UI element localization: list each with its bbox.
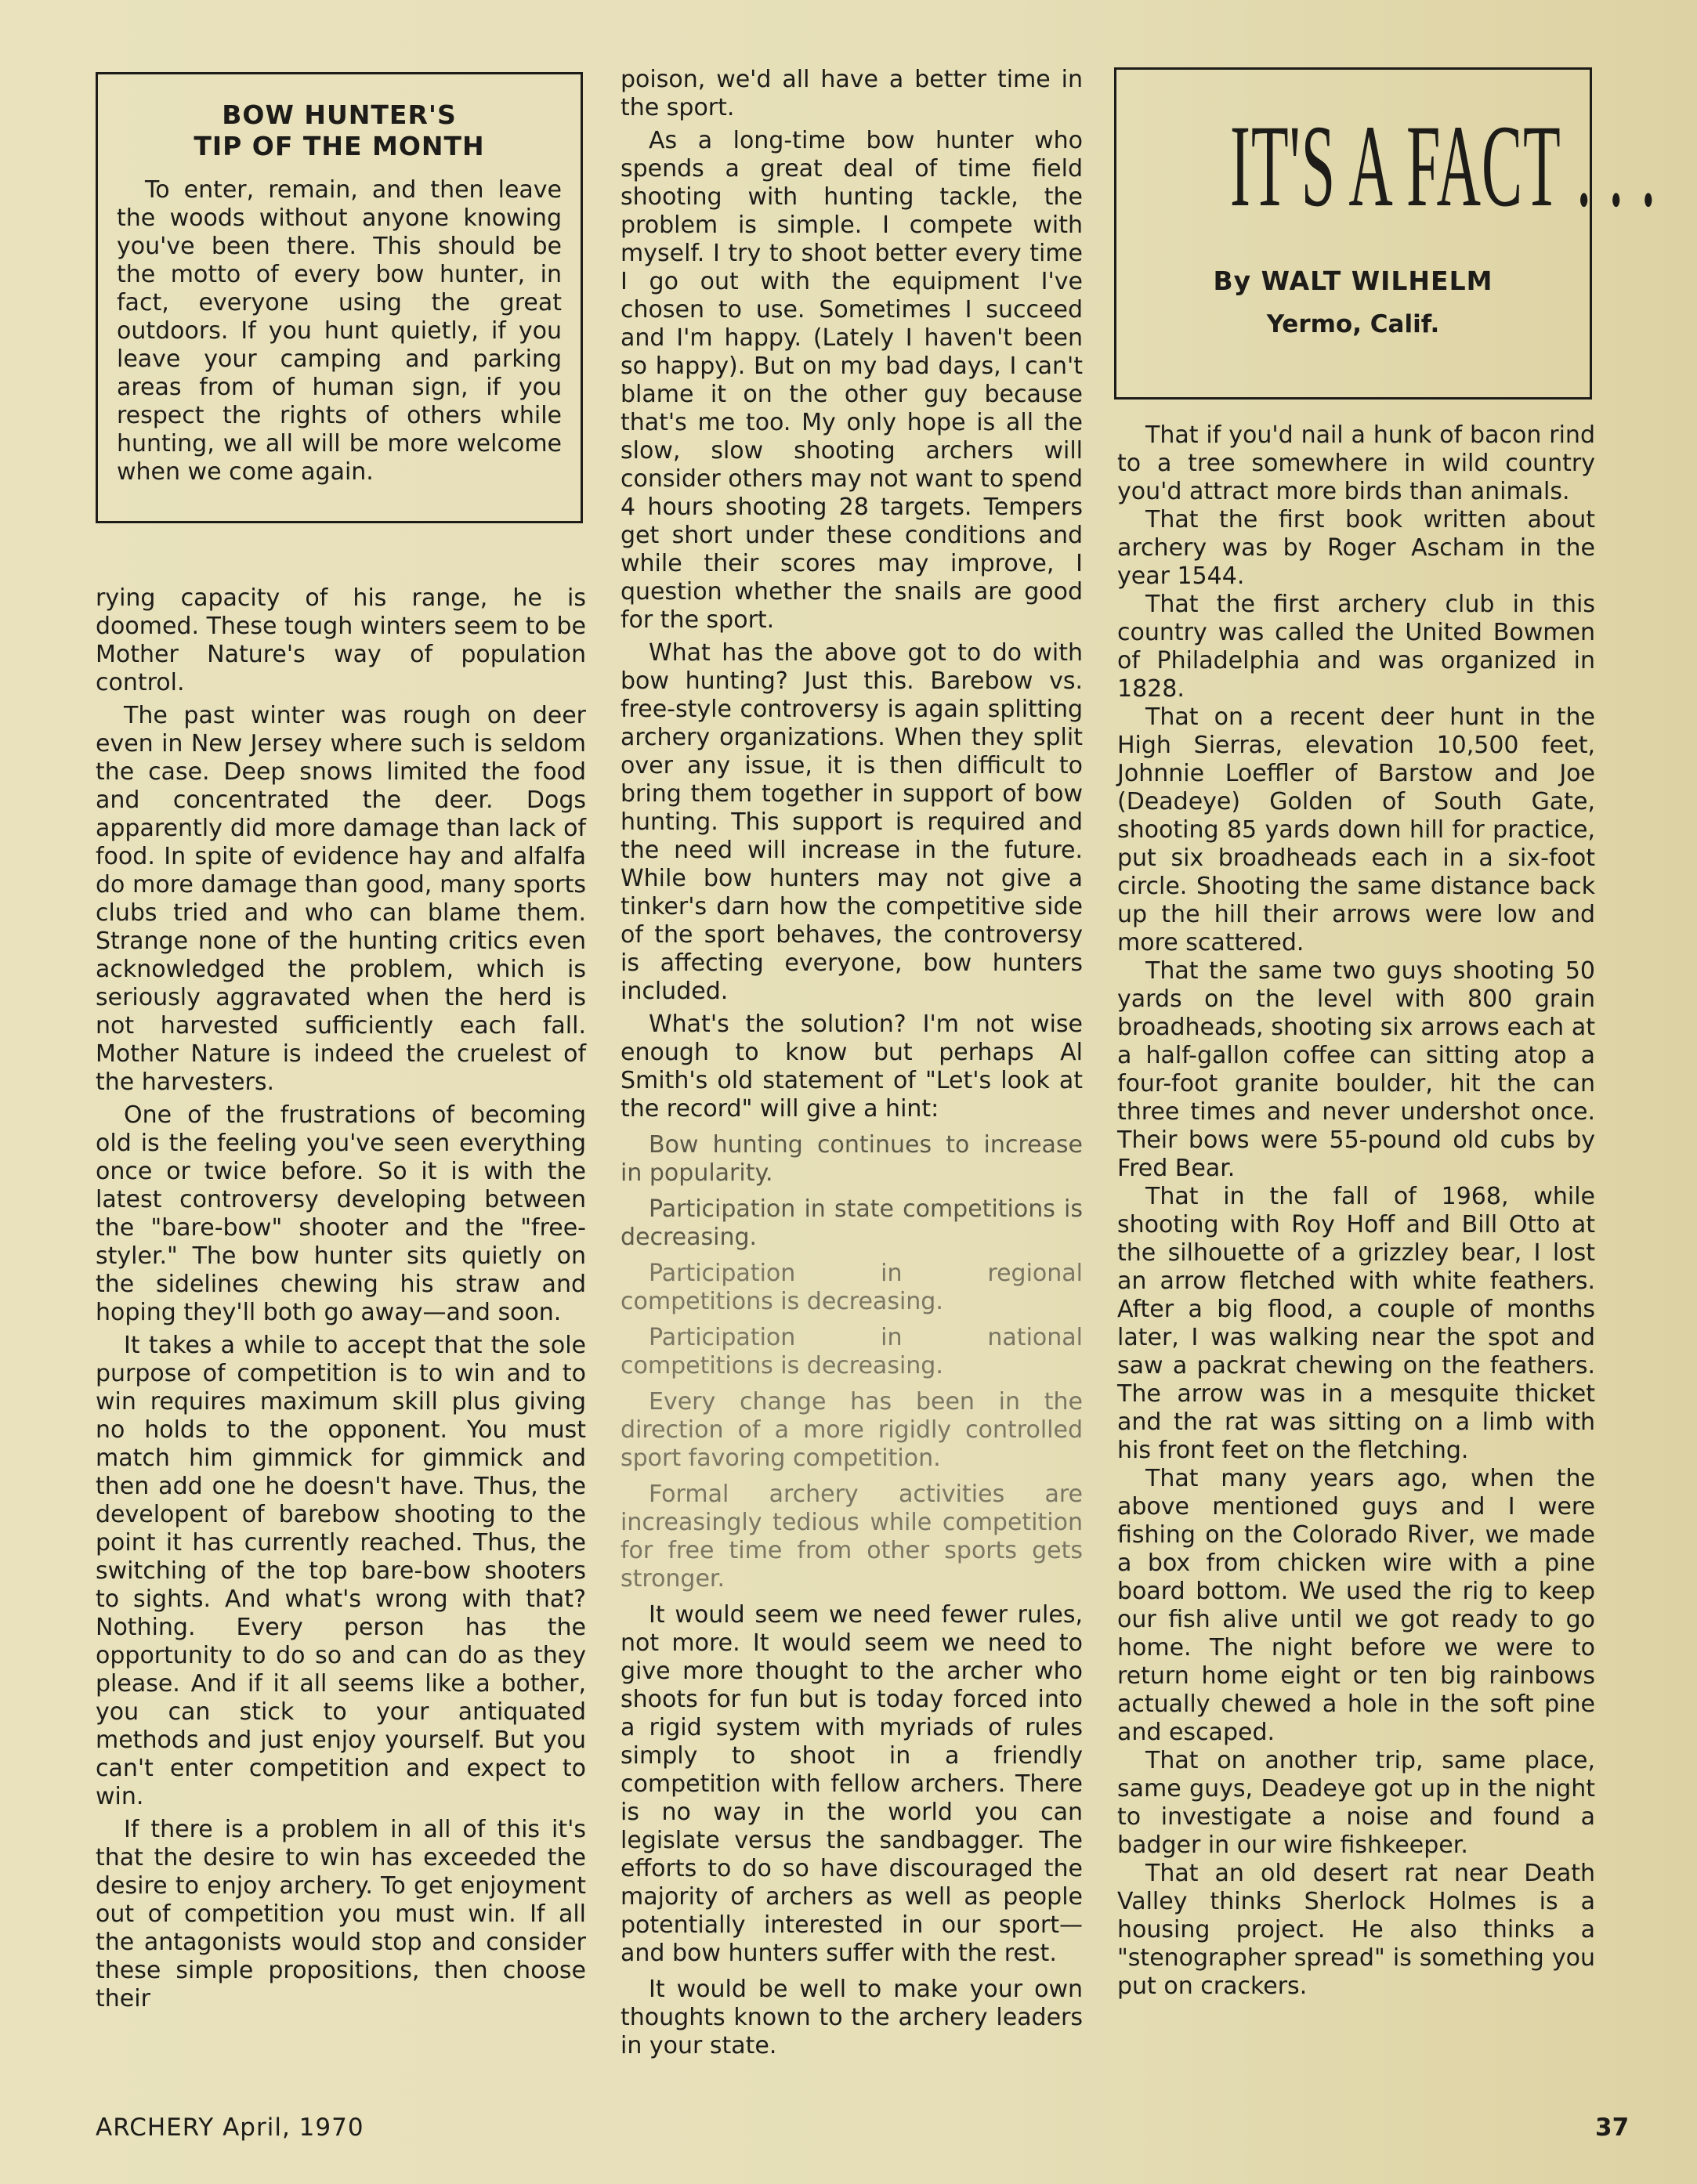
column-2: [621, 66, 1083, 2060]
fact-paragraph: That the first archery club in this country was called the United Bowmen of Philadelphia and was organized in 1828.: [1117, 591, 1595, 703]
fact-paragraph: That the first book written about archery was by Roger Ascham in the year 1544.: [1117, 506, 1595, 590]
paragraph: The past winter was rough on deer even in New Jersey where such is seldom the case. Deep snows limited the food and concentrated the deer. Dogs apparently did more damage than lack of food. In spite of evidence hay and alfalfa do more damage than good, many sports clubs tried and who can blame them. Strange none of the hunting critics even acknowledged the problem, which is seriously aggravated when the herd is not harvested sufficiently each fall. Mother Nature is indeed the cruelest of the harvesters.: [96, 702, 586, 1096]
publication-footer: ARCHERY April, 1970: [96, 2113, 364, 2142]
fact-paragraph: That the same two guys shooting 50 yards on the level with 800 grain broadheads, shooting six arrows each at a half-gallon coffee can sitting atop a four-foot granite boulder, hit the can three times and never undershot once. Their bows were 55-pound old cubs by Fred Bear.: [1117, 957, 1595, 1182]
paragraph: It takes a while to accept that the sole purpose of competition is to win and to win requires maximum skill plus giving no holds to the opponent. You must match him gimmick for gimmick and then add one he doesn't have. Thus, the developent of barebow shooting to the point it has currently reached. Thus, the switching of the top bare-bow shooters to sights. And what's wrong with that? Nothing. Every person has the opportunity to do so and can do as they please. And if it all seems like a bother, you can stick to your antiquated methods and just enjoy yourself. But you can't enter competition and expect to win.: [96, 1332, 586, 1810]
fact-paragraph: That an old desert rat near Death Valley thinks Sherlock Holmes is a housing project. He also thinks a "stenographer spread" is something you put on crackers.: [1117, 1860, 1595, 2000]
paragraph: poison, we'd all have a better time in the sport.: [621, 66, 1083, 121]
paragraph: rying capacity of his range, he is doomed. These tough winters seem to be Mother Nature's way of population control.: [96, 584, 586, 696]
paragraph: It would seem we need fewer rules, not more. It would seem we need to give more thought to the archer who shoots for fun but is today forced into a rigid system with myriads of rules simply to shoot in a friendly competition with fellow archers. There is no way in the world you can legislate versus the sandbagger. The efforts to do so have discouraged the majority of archers as well as people potentially interested in our sport—and bow hunters suffer with the rest.: [621, 1601, 1083, 1967]
article-title: IT'S A FACT . . .: [1229, 101, 1657, 231]
record-item: Participation in national competitions is decreasing.: [621, 1324, 1083, 1379]
fact-paragraph: That on a recent deer hunt in the High Sierras, elevation 10,500 feet, Johnnie Loeffler of Barstow and Joe (Deadeye) Golden of South Gate, shooting 85 yards down hill for practice, put six broadheads each in a six-foot circle. Shooting the same distance back up the hill their arrows were low and more scattered.: [1117, 703, 1595, 956]
record-item: Bow hunting continues to increase in popularity.: [621, 1131, 1083, 1187]
paragraph: If there is a problem in all of this it's that the desire to win has exceeded the desire to enjoy archery. To get enjoyment out of competition you must win. If all the antagonists would stop and consider these simple propositions, then choose their: [96, 1816, 586, 2012]
record-item: Participation in regional competitions is decreasing.: [621, 1260, 1083, 1315]
tip-body: To enter, remain, and then leave the woods without anyone knowing you've been there. This should be the motto of every bow hunter, in fact, everyone using the great outdoors. If you hunt quietly, if you leave your camping and parking areas from of human sign, if you respect the rights of others while hunting, we all will be more welcome when we come again.: [117, 176, 562, 486]
fact-paragraph: That on another trip, same place, same guys, Deadeye got up in the night to investigate a noise and found a badger in our wire fishkeeper.: [1117, 1747, 1595, 1859]
page-number: 37: [1595, 2113, 1630, 2142]
column-3: [1117, 421, 1595, 2001]
tip-title-line1: BOW HUNTER'S: [222, 99, 457, 130]
paragraph: As a long-time bow hunter who spends a great deal of time field shooting with hunting tackle, the problem is simple. I compete with myself. I try to shoot better every time I go out with the equipment I've chosen to use. Sometimes I succeed and I'm happy. (Lately I haven't been so happy). But on my bad days, I can't blame it on the other guy because that's me too. My only hope is all the slow, slow shooting archers will consider others may not want to spend 4 hours shooting 28 targets. Tempers get short under these conditions and while their scores may improve, I question whether the snails are good for the sport.: [621, 127, 1083, 634]
fact-paragraph: That many years ago, when the above mentioned guys and I were fishing on the Colorado River, we made a box from chicken wire with a pine board bottom. We used the rig to keep our fish alive until we got ready to go home. The night before we were to return home eight or ten big rainbows actually chewed a hole in the soft pine and escaped.: [1117, 1465, 1595, 1746]
record-item: Every change has been in the direction of a more rigidly controlled sport favoring competition.: [621, 1388, 1083, 1472]
its-a-fact-header-box: [1114, 67, 1657, 400]
paragraph: What's the solution? I'm not wise enough to know but perhaps Al Smith's old statement of "Let's look at the record" will give a hint:: [621, 1011, 1083, 1123]
column-1: [96, 584, 586, 2013]
author-byline: By WALT WILHELM: [1213, 266, 1493, 296]
record-item: Formal archery activities are increasingly tedious while competition for free time from other sports gets stronger.: [621, 1481, 1083, 1593]
record-item: Participation in state competitions is decreasing.: [621, 1195, 1083, 1251]
tip-title-line2: TIP OF THE MONTH: [194, 131, 485, 161]
author-location: Yermo, Calif.: [1266, 310, 1440, 338]
paragraph: What has the above got to do with bow hunting? Just this. Barebow vs. free-style controversy is again splitting archery organizations. When they split over any issue, it is then difficult to bring them together in support of bow hunting. This support is required and the need will increase in the future. While bow hunters may not give a tinker's darn how the competitive side of the sport behaves, the controversy is affecting everyone, bow hunters included.: [621, 639, 1083, 1005]
paragraph: It would be well to make your own thoughts known to the archery leaders in your state.: [621, 1976, 1083, 2059]
paragraph: One of the frustrations of becoming old is the feeling you've seen everything once or twice before. So it is with the latest controversy developing between the "bare-bow" shooter and the "free-styler." The bow hunter sits quietly on the sidelines chewing his straw and hoping they'll both go away—and soon.: [96, 1101, 586, 1326]
tip-of-the-month-box: [96, 72, 583, 523]
fact-paragraph: That if you'd nail a hunk of bacon rind to a tree somewhere in wild country you'd attract more birds than animals.: [1117, 421, 1595, 505]
fact-paragraph: That in the fall of 1968, while shooting with Roy Hoff and Bill Otto at the silhouette of a grizzley bear, I lost an arrow fletched with white feathers. After a big flood, a couple of months later, I was walking near the spot and saw a packrat chewing on the feathers. The arrow was in a mesquite thicket and the rat was sitting on a limb with his front feet on the fletching.: [1117, 1183, 1595, 1464]
